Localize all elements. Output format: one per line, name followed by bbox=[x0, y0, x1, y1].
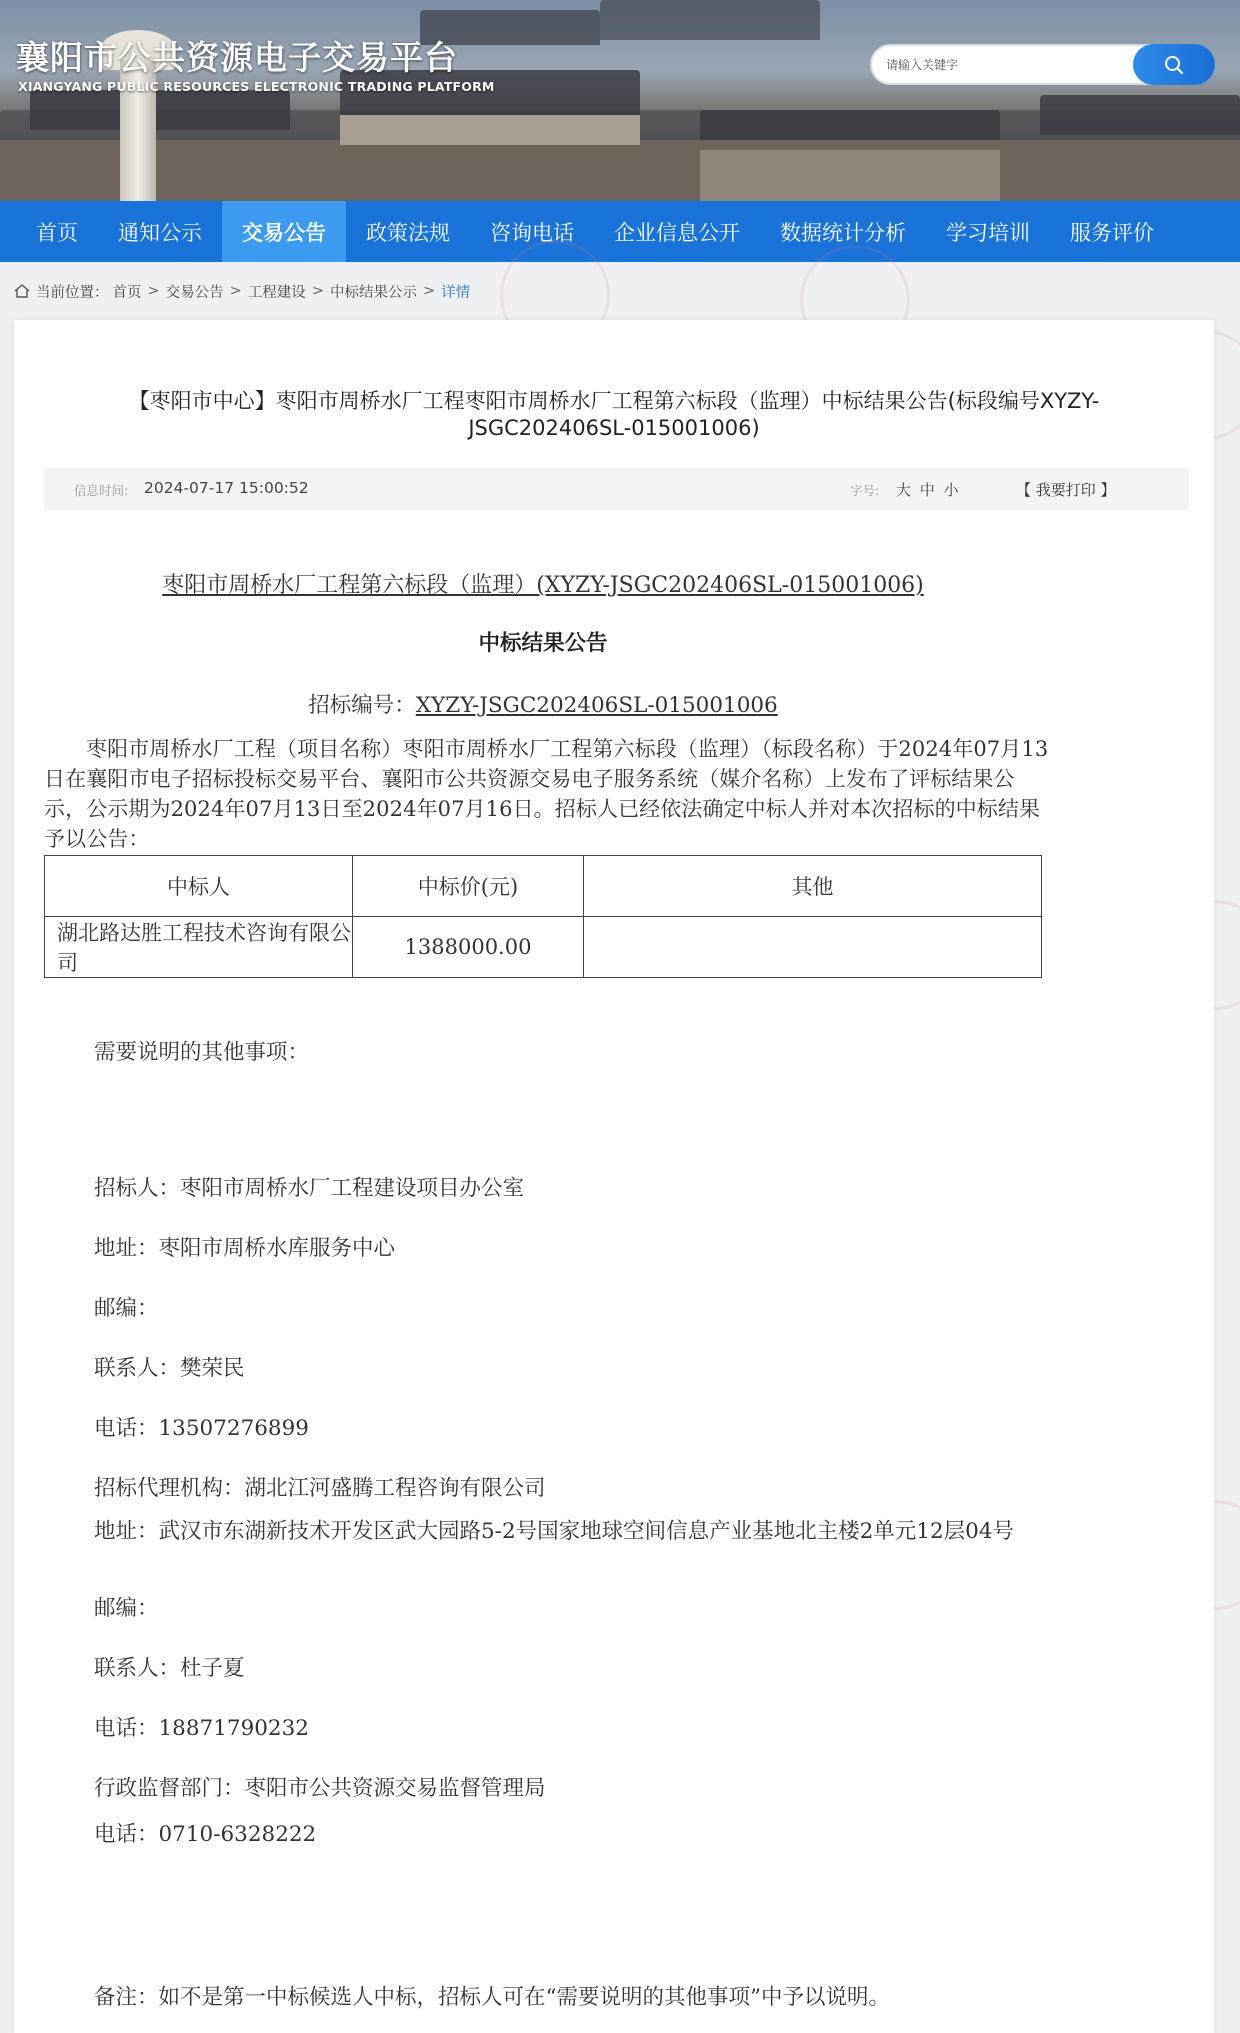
article-title: 【枣阳市中心】枣阳市周桥水厂工程枣阳市周桥水厂工程第六标段（监理）中标结果公告(标段编号XYZY-JSGC202406SL-015001006) bbox=[128, 389, 1100, 440]
search-box bbox=[870, 44, 1215, 85]
breadcrumb-award-results[interactable]: 中标结果公示 bbox=[329, 284, 417, 301]
breadcrumb-separator: > bbox=[147, 283, 160, 299]
nav-notices[interactable]: 通知公示 bbox=[118, 220, 202, 245]
breadcrumb-label: 当前位置： bbox=[36, 284, 109, 301]
agency-address: 地址：武汉市东湖新技术开发区武大园路5-2号国家地球空间信息产业基地北主楼2单元12层04号 bbox=[94, 1519, 1015, 1544]
table-cell-winner: 湖北路达胜工程技术咨询有限公司 bbox=[45, 917, 353, 978]
home-icon bbox=[14, 283, 30, 299]
search-button[interactable] bbox=[1133, 44, 1215, 85]
nav-training[interactable]: 学习培训 bbox=[946, 220, 1030, 245]
nav-service-rating[interactable]: 服务评价 bbox=[1070, 220, 1154, 245]
breadcrumb-home[interactable]: 首页 bbox=[112, 284, 142, 301]
breadcrumb-current: 详情 bbox=[441, 284, 471, 301]
print-button[interactable]: 【 我要打印 】 bbox=[1016, 481, 1116, 499]
table-header: 其他 bbox=[584, 856, 1042, 917]
nav-enterprise-info[interactable]: 企业信息公开 bbox=[614, 220, 740, 245]
tenderer-phone: 电话：13507276899 bbox=[94, 1416, 309, 1441]
site-title[interactable]: 襄阳市公共资源电子交易平台 bbox=[16, 38, 458, 77]
table-header: 中标人 bbox=[45, 856, 353, 917]
info-time: 2024-07-17 15:00:52 bbox=[144, 479, 309, 497]
nav-statistics[interactable]: 数据统计分析 bbox=[780, 220, 906, 245]
breadcrumb-separator: > bbox=[229, 283, 242, 299]
font-size-label: 字号: bbox=[850, 483, 880, 498]
remark: 备注：如不是第一中标候选人中标，招标人可在“需要说明的其他事项”中予以说明。 bbox=[94, 1985, 890, 2010]
table-cell-price: 1388000.00 bbox=[353, 917, 584, 978]
font-size-small[interactable]: 小 bbox=[943, 481, 959, 499]
info-bar bbox=[44, 468, 1189, 510]
bid-code-value: XYZY-JSGC202406SL-015001006 bbox=[415, 693, 778, 718]
agency-contact: 联系人：杜子夏 bbox=[94, 1656, 245, 1681]
section-title: 枣阳市周桥水厂工程第六标段（监理）(XYZY-JSGC202406SL-015001006) bbox=[162, 573, 924, 598]
tenderer-address: 地址：枣阳市周桥水库服务中心 bbox=[94, 1236, 396, 1261]
result-table bbox=[44, 855, 1042, 978]
nav-policies[interactable]: 政策法规 bbox=[366, 220, 450, 245]
breadcrumb-separator: > bbox=[422, 283, 436, 299]
agency: 招标代理机构：湖北江河盛腾工程咨询有限公司 bbox=[94, 1476, 546, 1501]
site-subtitle: XIANGYANG PUBLIC RESOURCES ELECTRONIC TRADING PLATFORM bbox=[18, 79, 495, 94]
breadcrumb-construction[interactable]: 工程建设 bbox=[247, 284, 306, 301]
article-card bbox=[14, 320, 1214, 2033]
font-size-large[interactable]: 大 bbox=[896, 481, 912, 499]
tenderer-postcode: 邮编： bbox=[94, 1296, 159, 1321]
table-row bbox=[45, 917, 1042, 978]
header-banner bbox=[0, 0, 1240, 201]
nav-home[interactable]: 首页 bbox=[36, 220, 78, 245]
other-matters: 需要说明的其他事项： bbox=[94, 1040, 310, 1065]
tenderer: 招标人：枣阳市周桥水厂工程建设项目办公室 bbox=[94, 1176, 525, 1201]
search-icon bbox=[1163, 54, 1185, 76]
breadcrumb bbox=[14, 278, 470, 304]
table-header: 中标价(元) bbox=[353, 856, 584, 917]
intro-paragraph: 枣阳市周桥水厂工程（项目名称）枣阳市周桥水厂工程第六标段（监理）（标段名称）于2024年07月13日在襄阳市电子招标投标交易平台、襄阳市公共资源交易电子服务系统（媒介名称）上发布了评标结果公示，公示期为2024年07月13日至2024年07月16日。招标人已经依法确定中标人并对本次招标的中标结果予以公告： bbox=[44, 737, 1049, 851]
tenderer-contact: 联系人：樊荣民 bbox=[94, 1356, 245, 1381]
info-time-label: 信息时间: bbox=[74, 483, 129, 498]
breadcrumb-separator: > bbox=[311, 283, 324, 299]
agency-postcode: 邮编： bbox=[94, 1596, 159, 1621]
nav-trade-announcements[interactable]: 交易公告 bbox=[222, 201, 346, 262]
supervisor-phone: 电话：0710-6328222 bbox=[94, 1822, 317, 1847]
main-nav bbox=[0, 201, 1240, 262]
table-cell-other bbox=[584, 917, 1042, 978]
notice-heading: 中标结果公告 bbox=[478, 631, 608, 656]
bid-code-label: 招标编号： bbox=[308, 693, 416, 718]
breadcrumb-trade-announcements[interactable]: 交易公告 bbox=[165, 284, 224, 301]
agency-phone: 电话：18871790232 bbox=[94, 1716, 309, 1741]
font-size-medium[interactable]: 中 bbox=[919, 481, 935, 499]
font-size-options bbox=[896, 479, 963, 500]
search-input[interactable] bbox=[886, 54, 1136, 76]
bid-code bbox=[14, 688, 1072, 719]
supervisor: 行政监督部门：枣阳市公共资源交易监督管理局 bbox=[94, 1776, 546, 1801]
nav-hotline[interactable]: 咨询电话 bbox=[490, 220, 574, 245]
table-header-row bbox=[45, 856, 1042, 917]
